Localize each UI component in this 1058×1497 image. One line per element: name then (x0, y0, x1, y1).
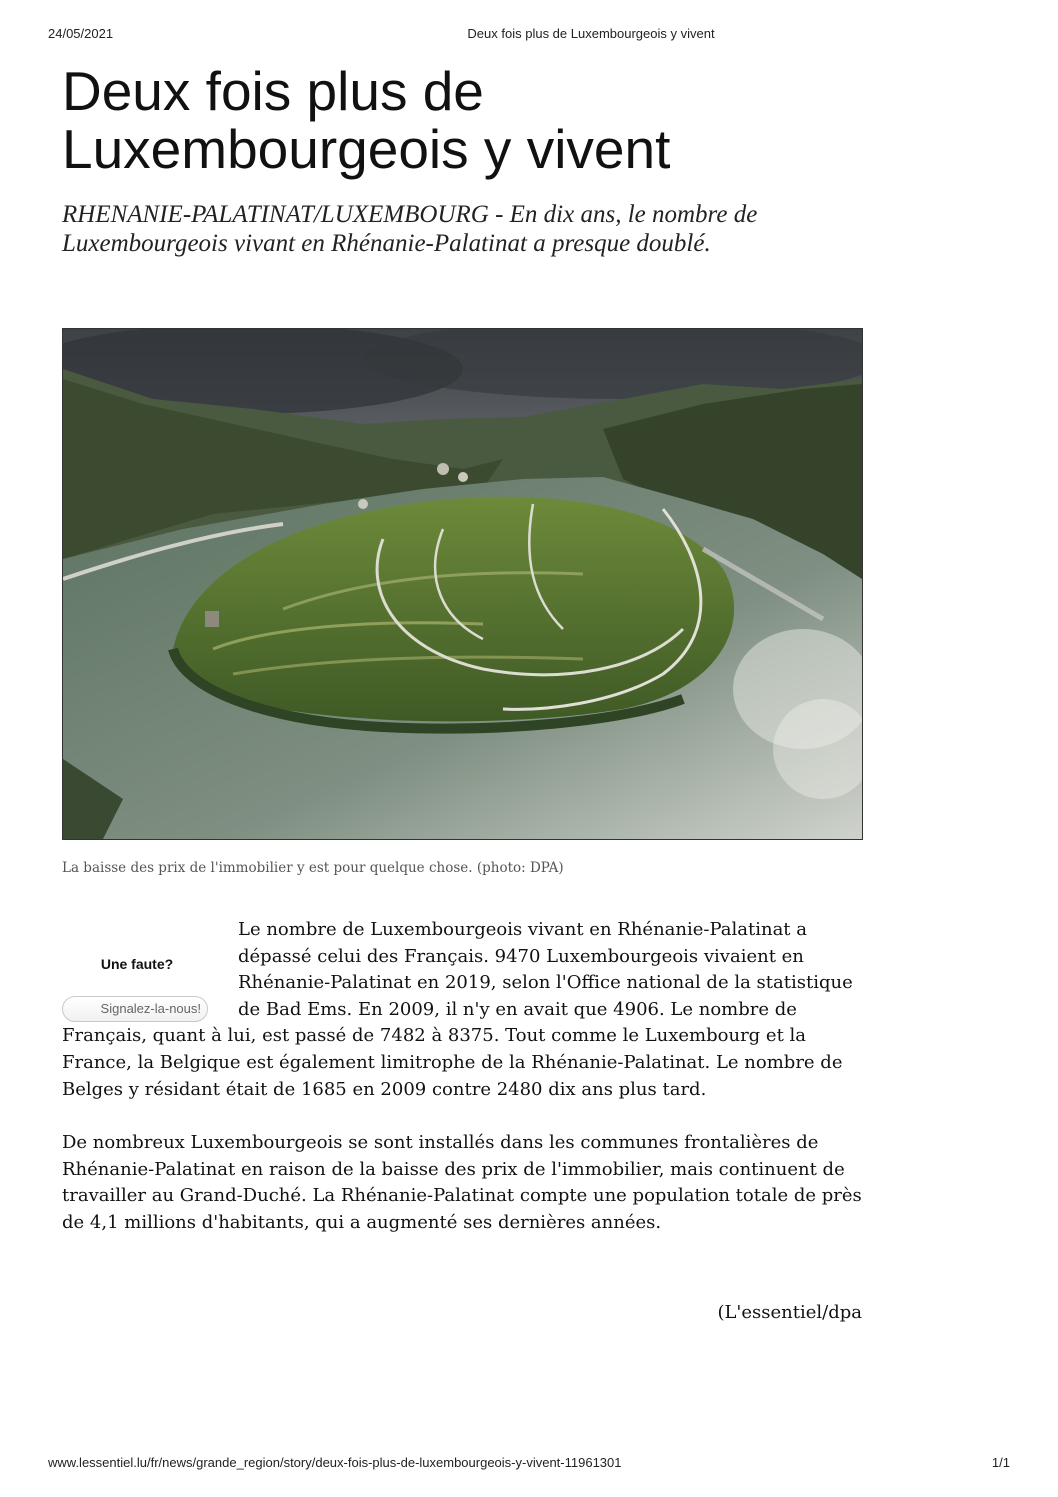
photo-caption: La baisse des prix de l'immobilier y est pour quelque chose. (photo: DPA) (62, 860, 564, 876)
print-header-title: Deux fois plus de Luxembourgeois y vivent (467, 26, 715, 41)
page-number: 1/1 (991, 1455, 1010, 1470)
report-error-button[interactable]: Signalez-la-nous! (62, 996, 208, 1022)
widget-spacer (62, 917, 238, 1023)
article-byline: (L'essentiel/dpa (717, 1302, 862, 1323)
article-headline: Deux fois plus de Luxembourgeois y vivent (62, 60, 671, 180)
article-paragraph: De nombreux Luxembourgeois se sont installés dans les communes frontalières de Rhénanie-Palatinat en raison de la baisse des prix de l'immobilier, mais continuent de travailler au Grand-Duché. La Rhénanie-Palatinat compte une population totale de près de 4,1 millions d'habitants, qui a augmenté ses dernières années. (62, 1132, 862, 1233)
article-paragraph: Le nombre de Luxembourgeois vivant en Rhénanie-Palatinat a dépassé celui des Français. 9470 Luxembourgeois vivaient en Rhénanie-Palatinat en 2019, selon l'Office national de la statistique de Bad Ems. En 2009, il n'y en avait que 4906. Le nombre de Français, quant à lui, est passé de 7482 à 8375. Tout comme le Luxembourg et la France, la Belgique est également limitrophe de la Rhénanie-Palatinat. Le nombre de Belges y résidant était de 1685 en 2009 contre 2480 dix ans plus tard. (62, 919, 853, 1100)
print-date: 24/05/2021 (48, 26, 114, 41)
report-error-title: Une faute? (100, 956, 174, 972)
article-lead: RHENANIE-PALATINAT/LUXEMBOURG - En dix ans, le nombre de Luxembourgeois vivant en Rhénanie-Palatinat a presque doublé. (62, 201, 758, 257)
print-footer-url: www.lessentiel.lu/fr/news/grande_region/story/deux-fois-plus-de-luxembourgeois-y-vivent-11961301 (48, 1455, 622, 1470)
article-body (62, 917, 862, 1264)
article-photo-moselle-bend (62, 328, 863, 840)
